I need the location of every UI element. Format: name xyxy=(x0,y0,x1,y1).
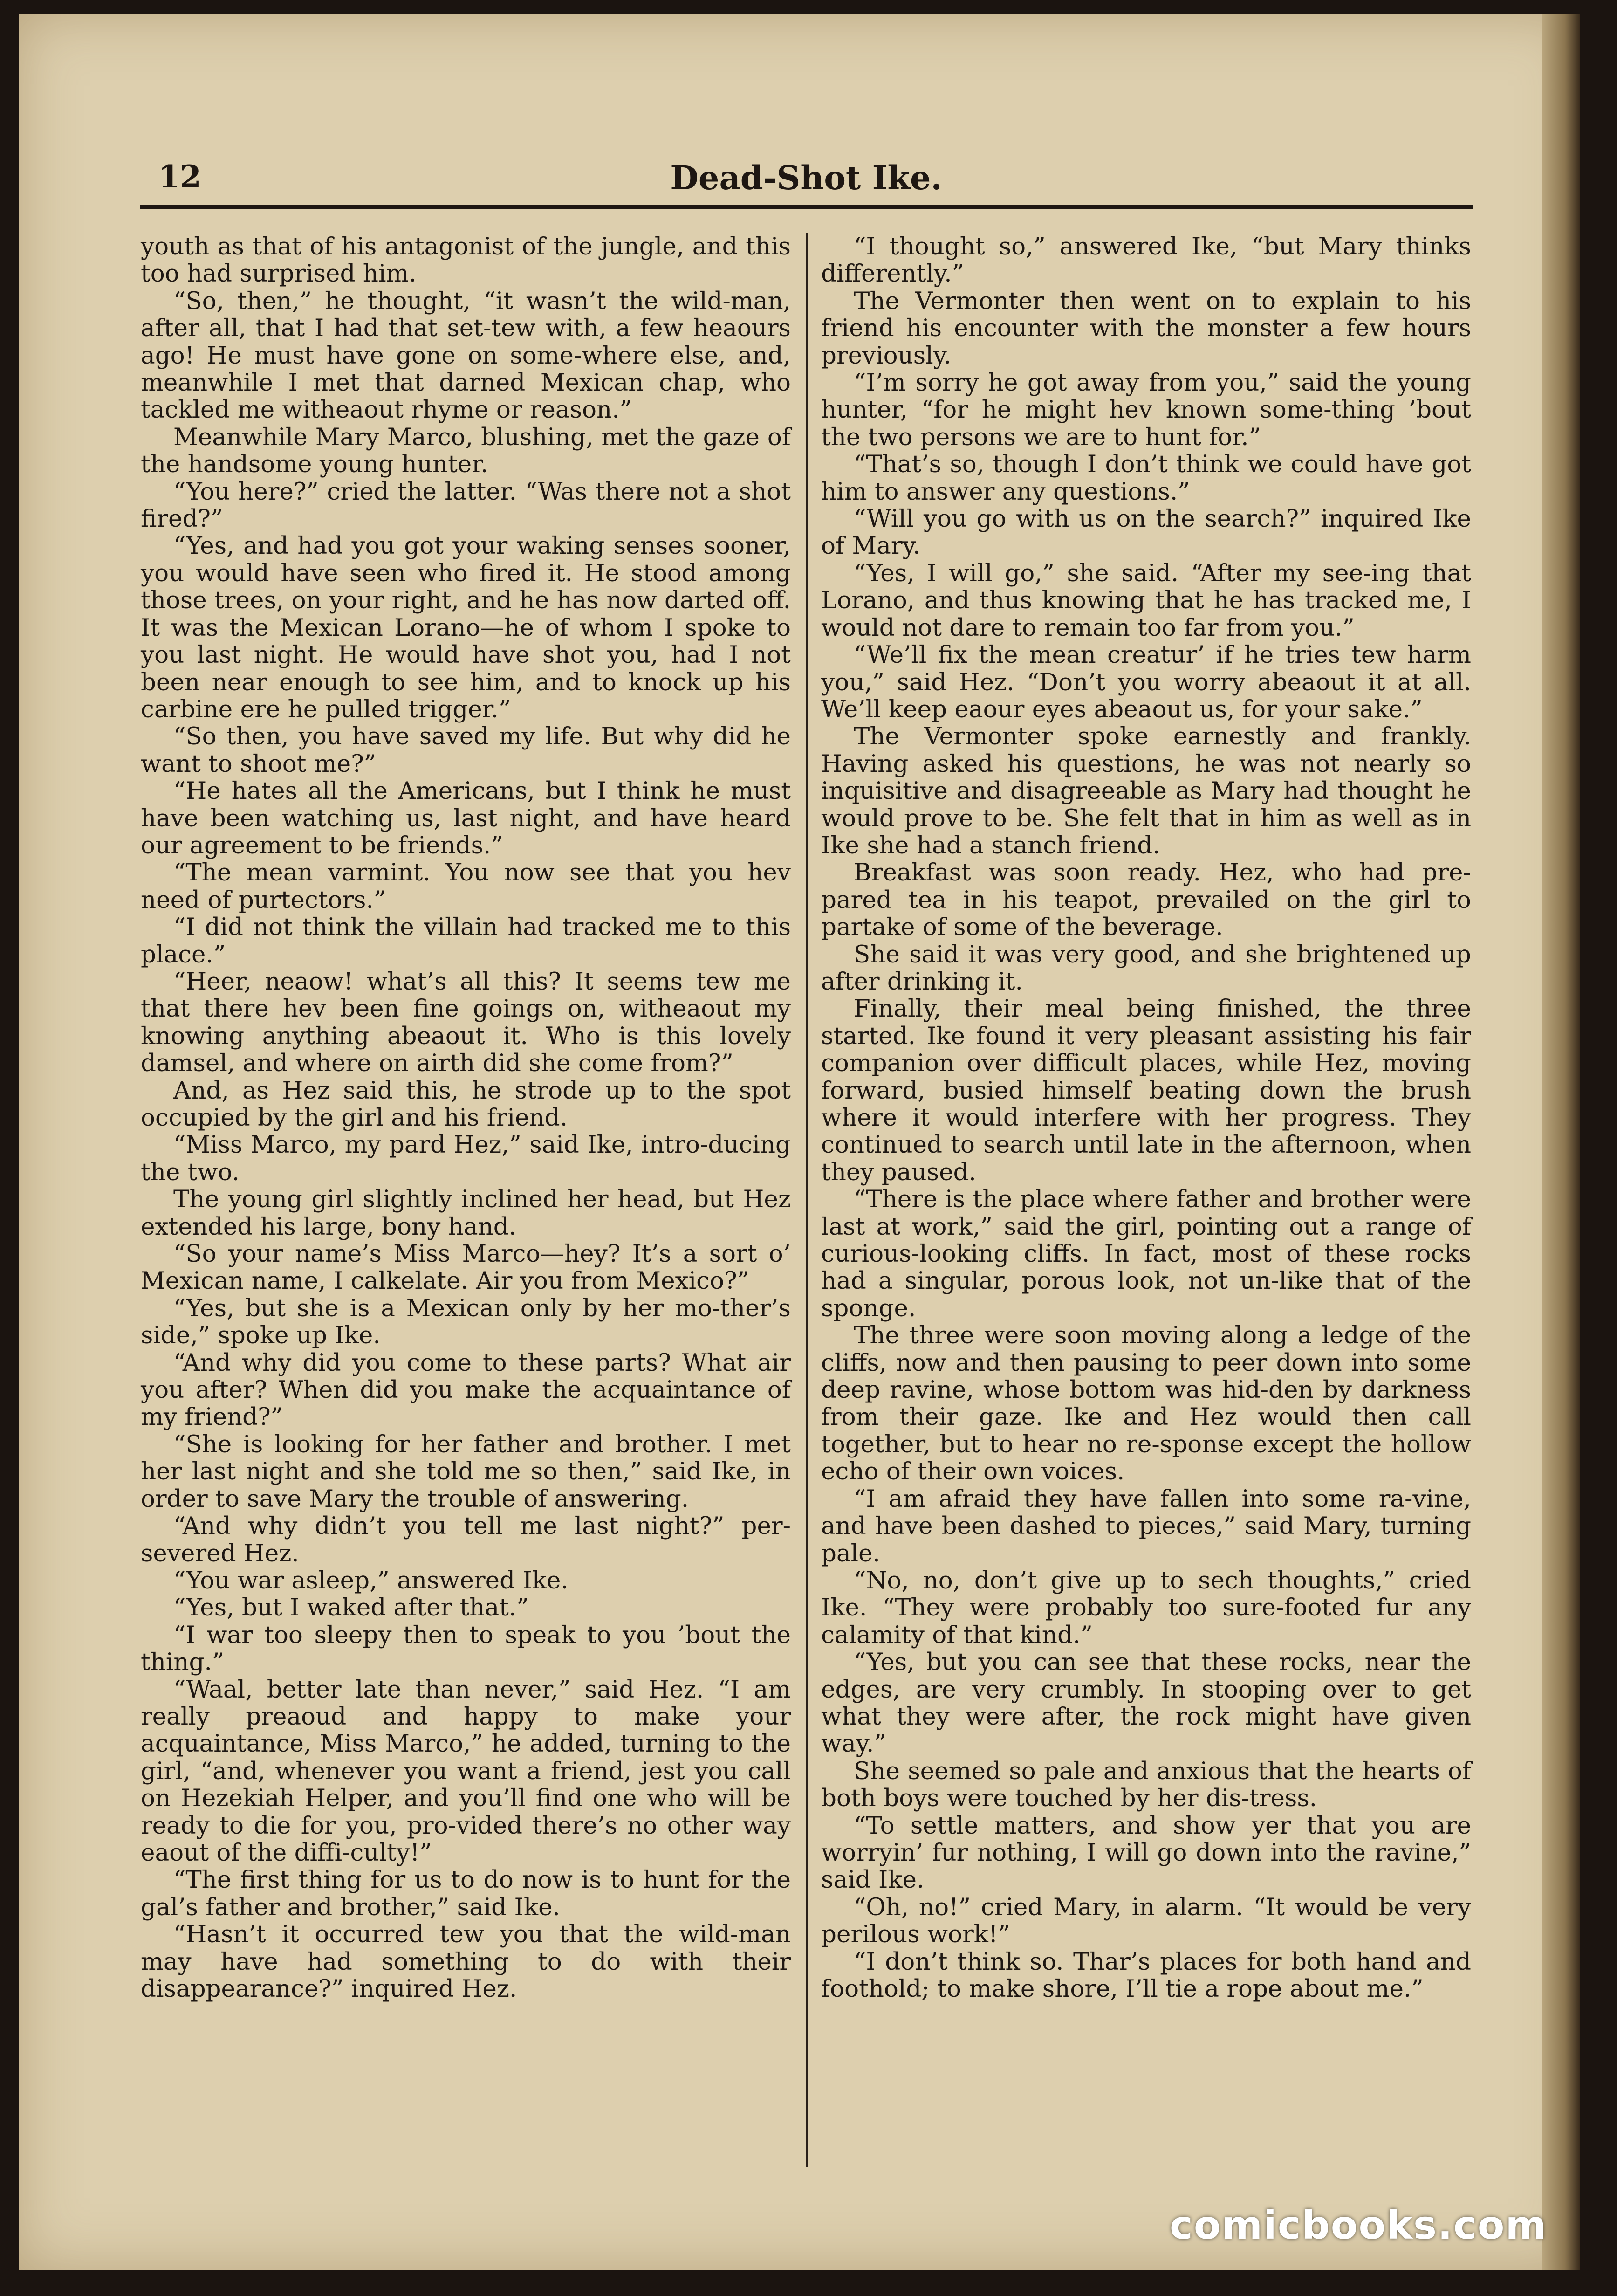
paragraph: “That’s so, though I don’t think we could have got him to answer any questions.” xyxy=(821,450,1471,506)
paragraph: Breakfast was soon ready. Hez, who had pre-pared tea in his teapot, prevailed on the girl to partake of some of the beverage. xyxy=(821,859,1471,942)
paragraph: “Miss Marco, my pard Hez,” said Ike, intro-ducing the two. xyxy=(141,1131,791,1186)
paragraph: “The first thing for us to do now is to hunt for the gal’s father and brother,” said Ike. xyxy=(141,1866,791,1921)
paragraph: “He hates all the Americans, but I think he must have been watching us, last night, and have heard our agreement to be friends.” xyxy=(141,777,791,859)
paragraph: “So your name’s Miss Marco—hey? It’s a sort o’ Mexican name, I calkelate. Air you from Mexico?” xyxy=(141,1240,791,1295)
header-rule xyxy=(140,205,1473,209)
paragraph: “Will you go with us on the search?” inquired Ike of Mary. xyxy=(821,505,1471,560)
paragraph: “Yes, but you can see that these rocks, near the edges, are very crumbly. In stooping over to get what they were after, the rock might have given way.” xyxy=(821,1648,1471,1758)
paragraph: “There is the place where father and brother were last at work,” said the girl, pointing out a range of curious-looking cliffs. In fact, most of these rocks had a singular, porous look, not un-like that of the sponge. xyxy=(821,1185,1471,1322)
book-spine xyxy=(1542,14,1580,2270)
book-page xyxy=(19,14,1580,2270)
paragraph: “So, then,” he thought, “it wasn’t the wild-man, after all, that I had that set-tew with, a few heaours ago! He must have gone on some-where else, and, meanwhile I met that darned Mexican chap, who tackled me witheaout rhyme or reason.” xyxy=(141,287,791,424)
left-text-column xyxy=(141,233,791,2002)
paragraph: She seemed so pale and anxious that the hearts of both boys were touched by her dis-tress. xyxy=(821,1757,1471,1813)
paragraph: “Heer, neaow! what’s all this? It seems tew me that there hev been fine goings on, witheaout my knowing anything abeaout it. Who is this lovely damsel, and where on airth did she come from?” xyxy=(141,967,791,1078)
paragraph: The Vermonter spoke earnestly and frankly. Having asked his questions, he was not nearly so inquisitive and disagreeable as Mary had thought he would prove to be. She felt that in him as well as in Ike she had a stanch friend. xyxy=(821,722,1471,859)
paragraph: She said it was very good, and she brightened up after drinking it. xyxy=(821,940,1471,996)
paragraph: “I am afraid they have fallen into some ra-vine, and have been dashed to pieces,” said Mary, turning pale. xyxy=(821,1485,1471,1567)
paragraph: “The mean varmint. You now see that you hev need of purtectors.” xyxy=(141,859,791,914)
paragraph: “Oh, no!” cried Mary, in alarm. “It would be very perilous work!” xyxy=(821,1893,1471,1949)
paragraph: And, as Hez said this, he strode up to the spot occupied by the girl and his friend. xyxy=(141,1076,791,1132)
paragraph: “I war too sleepy then to speak to you ’bout the thing.” xyxy=(141,1621,791,1677)
paragraph: “To settle matters, and show yer that you are worryin’ fur nothing, I will go down into the ravine,” said Ike. xyxy=(821,1811,1471,1894)
paragraph: “No, no, don’t give up to sech thoughts,” cried Ike. “They were probably too sure-footed fur any calamity of that kind.” xyxy=(821,1566,1471,1649)
paragraph: “We’ll fix the mean creatur’ if he tries tew harm you,” said Hez. “Don’t you worry abeaout it at all. We’ll keep eaour eyes abeaout us, for your sake.” xyxy=(821,641,1471,723)
paragraph: “And why did you come to these parts? What air you after? When did you make the acquaintance of my friend?” xyxy=(141,1348,791,1431)
paragraph: Meanwhile Mary Marco, blushing, met the gaze of the handsome young hunter. xyxy=(141,423,791,479)
paragraph: “I thought so,” answered Ike, “but Mary thinks differently.” xyxy=(821,233,1471,288)
paragraph: “She is looking for her father and brother. I met her last night and she told me so then,” said Ike, in order to save Mary the trouble of answering. xyxy=(141,1430,791,1513)
paragraph: “Yes, I will go,” she said. “After my see-ing that Lorano, and thus knowing that he has tracked me, I would not dare to remain too far from you.” xyxy=(821,559,1471,642)
page-number: 12 xyxy=(158,158,201,195)
page-header xyxy=(140,154,1473,210)
column-divider xyxy=(806,233,808,2167)
paragraph: “Yes, but she is a Mexican only by her mo-ther’s side,” spoke up Ike. xyxy=(141,1294,791,1350)
paragraph: The young girl slightly inclined her head, but Hez extended his large, bony hand. xyxy=(141,1185,791,1241)
paragraph: “You here?” cried the latter. “Was there not a shot fired?” xyxy=(141,477,791,533)
paragraph: “Yes, and had you got your waking senses sooner, you would have seen who fired it. He stood among those trees, on your right, and he has now darted off. It was the Mexican Lorano—he of whom I spoke to you last night. He would have shot you, had I not been near enough to see him, and to knock up his carbine ere he pulled trigger.” xyxy=(141,532,791,723)
paragraph: “Hasn’t it occurred tew you that the wild-man may have had something to do with their disappearance?” inquired Hez. xyxy=(141,1920,791,2003)
paragraph: Finally, their meal being finished, the three started. Ike found it very pleasant assisting his fair companion over difficult places, while Hez, moving forward, busied himself beating down the brush where it would interfere with her progress. They continued to search until late in the afternoon, when they paused. xyxy=(821,995,1471,1186)
running-title: Dead-Shot Ike. xyxy=(670,158,942,197)
paragraph: “You war asleep,” answered Ike. xyxy=(173,1566,569,1595)
paragraph: The Vermonter then went on to explain to his friend his encounter with the monster a few hours previously. xyxy=(821,287,1471,370)
paragraph: “Waal, better late than never,” said Hez. “I am really preaoud and happy to make your acquaintance, Miss Marco,” he added, turning to the girl, “and, whenever you want a friend, jest you call on Hezekiah Helper, and you’ll find one who will be ready to die for you, pro-vided there’s no other way eaout of the diffi-culty!” xyxy=(141,1675,791,1867)
right-text-column xyxy=(821,233,1471,2002)
paragraph: “And why didn’t you tell me last night?” per-severed Hez. xyxy=(141,1512,791,1567)
paragraph: “So then, you have saved my life. But why did he want to shoot me?” xyxy=(141,722,791,778)
paragraph: “I’m sorry he got away from you,” said the young hunter, “for he might hev known some-thing ’bout the two persons we are to hunt for.” xyxy=(821,369,1471,451)
paragraph: “I don’t think so. Thar’s places for both hand and foothold; to make shore, I’ll tie a rope about me.” xyxy=(821,1947,1471,2003)
watermark-text: comicbooks.com xyxy=(1170,2202,1547,2248)
paragraph: youth as that of his antagonist of the jungle, and this too had surprised him. xyxy=(141,233,791,288)
paragraph: The three were soon moving along a ledge of the cliffs, now and then pausing to peer down into some deep ravine, whose bottom was hid-den by darkness from their gaze. Ike and Hez would then call together, but to hear no re-sponse except the hollow echo of their own voices. xyxy=(821,1321,1471,1486)
paragraph: “I did not think the villain had tracked me to this place.” xyxy=(141,913,791,969)
paragraph: “Yes, but I waked after that.” xyxy=(173,1594,529,1622)
